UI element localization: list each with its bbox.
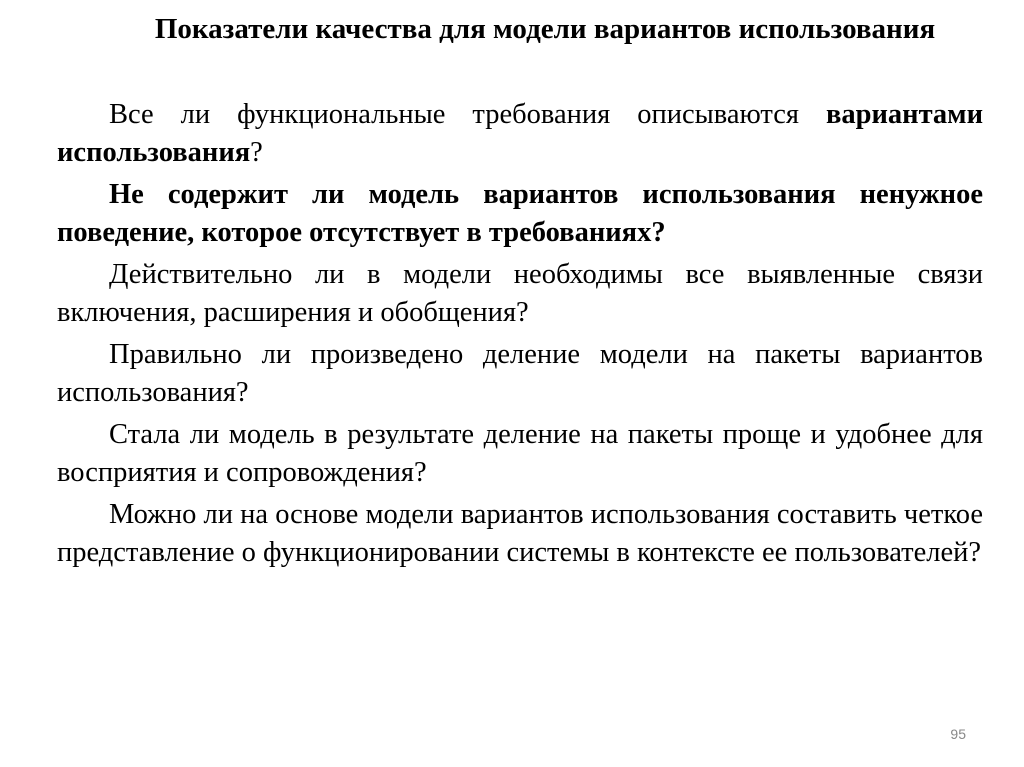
question-1 <box>57 96 983 172</box>
slide-body <box>57 96 983 576</box>
question-5: Стала ли модель в результате деление на пакеты проще и удобнее для восприятия и сопровождения? <box>57 419 983 488</box>
question-2: Не содержит ли модель вариантов использования ненужное поведение, которое отсутствует в требованиях? <box>57 179 983 248</box>
question-3: Действительно ли в модели необходимы все выявленные связи включения, расширения и обобщения? <box>57 259 983 328</box>
question-4: Правильно ли произведено деление модели на пакеты вариантов использования? <box>57 339 983 408</box>
question-text: Все ли функциональные требования описываются <box>109 99 826 130</box>
slide-title: Показатели качества для модели вариантов использования <box>154 13 936 45</box>
page-number: 95 <box>950 726 966 742</box>
question-emphasis: вариантами использования <box>57 99 983 168</box>
question-mark: ? <box>250 137 263 168</box>
question-6: Можно ли на основе модели вариантов использования составить четкое представление о функционировании системы в контексте ее пользователей? <box>57 499 983 568</box>
